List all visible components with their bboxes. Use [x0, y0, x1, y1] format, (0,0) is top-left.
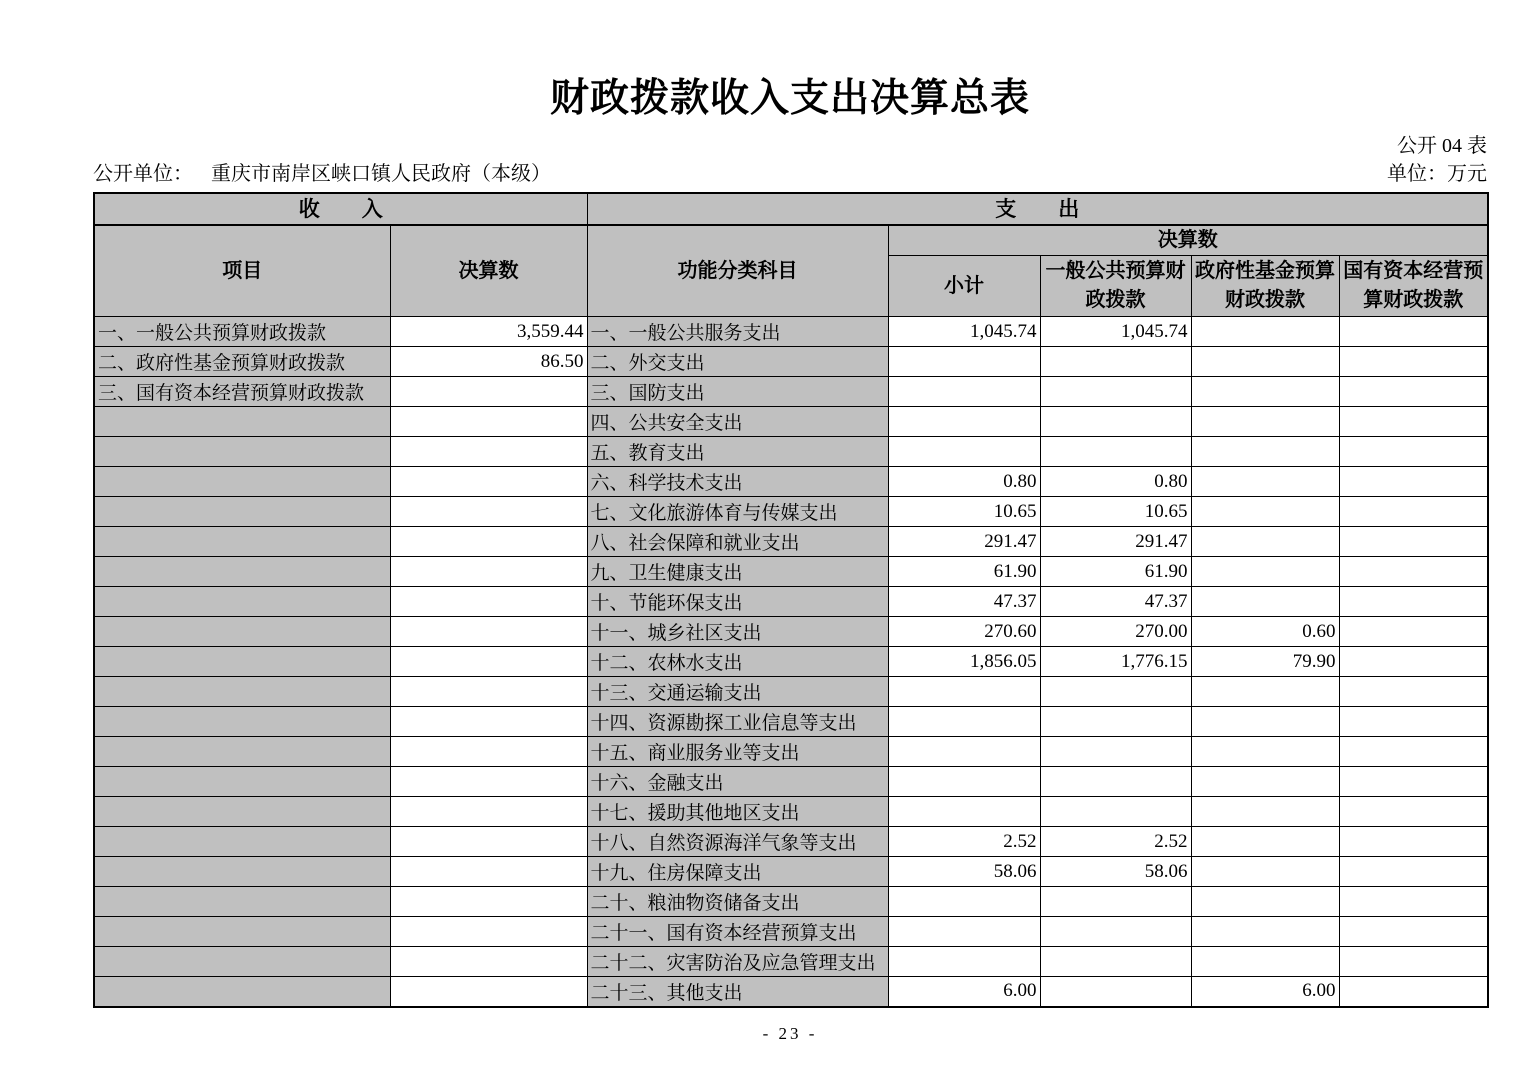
- general-budget-cell: 291.47: [1040, 527, 1191, 557]
- expense-item-cell: 七、文化旅游体育与传媒支出: [587, 497, 888, 527]
- state-capital-cell: [1339, 557, 1488, 587]
- header-gov-fund: 政府性基金预算财政拨款: [1191, 256, 1339, 317]
- subtotal-cell: 2.52: [888, 827, 1040, 857]
- publisher-name: 重庆市南岸区峡口镇人民政府（本级）: [211, 162, 551, 185]
- general-budget-cell: 270.00: [1040, 617, 1191, 647]
- expense-item-cell: 十一、城乡社区支出: [587, 617, 888, 647]
- gov-fund-cell: [1191, 497, 1339, 527]
- subtotal-cell: 58.06: [888, 857, 1040, 887]
- state-capital-cell: [1339, 887, 1488, 917]
- gov-fund-cell: 79.90: [1191, 647, 1339, 677]
- state-capital-cell: [1339, 617, 1488, 647]
- general-budget-cell: [1040, 887, 1191, 917]
- income-value-cell: [390, 887, 587, 917]
- income-item-cell: [94, 647, 390, 677]
- income-item-cell: [94, 887, 390, 917]
- table-row: [94, 887, 1488, 917]
- income-item-cell: [94, 947, 390, 977]
- header-general-budget: 一般公共预算财政拨款: [1040, 256, 1191, 317]
- gov-fund-cell: [1191, 857, 1339, 887]
- subtotal-cell: [888, 677, 1040, 707]
- subtotal-cell: [888, 767, 1040, 797]
- general-budget-cell: [1040, 707, 1191, 737]
- subtotal-cell: 47.37: [888, 587, 1040, 617]
- state-capital-cell: [1339, 527, 1488, 557]
- subtotal-cell: [888, 917, 1040, 947]
- expense-item-cell: 十、节能环保支出: [587, 587, 888, 617]
- table-row: [94, 347, 1488, 377]
- expense-item-cell: 四、公共安全支出: [587, 407, 888, 437]
- gov-fund-cell: [1191, 347, 1339, 377]
- document-page: [93, 0, 1487, 1044]
- table-row: [94, 797, 1488, 827]
- expense-item-cell: 十五、商业服务业等支出: [587, 737, 888, 767]
- expense-item-cell: 二、外交支出: [587, 347, 888, 377]
- header-final-income: 决算数: [390, 225, 587, 317]
- table-row: [94, 917, 1488, 947]
- gov-fund-cell: [1191, 917, 1339, 947]
- general-budget-cell: [1040, 407, 1191, 437]
- income-value-cell: [390, 827, 587, 857]
- subtotal-cell: [888, 437, 1040, 467]
- state-capital-cell: [1339, 977, 1488, 1007]
- general-budget-cell: [1040, 737, 1191, 767]
- table-row: [94, 317, 1488, 347]
- subtotal-cell: 1,045.74: [888, 317, 1040, 347]
- page-title: 财政拨款收入支出决算总表: [549, 77, 1030, 120]
- gov-fund-cell: [1191, 377, 1339, 407]
- finance-table: [93, 192, 1489, 1008]
- gov-fund-cell: [1191, 317, 1339, 347]
- gov-fund-cell: [1191, 467, 1339, 497]
- expense-item-cell: 九、卫生健康支出: [587, 557, 888, 587]
- table-row: [94, 677, 1488, 707]
- income-value-cell: [390, 527, 587, 557]
- general-budget-cell: 58.06: [1040, 857, 1191, 887]
- general-budget-cell: [1040, 977, 1191, 1007]
- subtotal-cell: 1,856.05: [888, 647, 1040, 677]
- gov-fund-cell: [1191, 737, 1339, 767]
- column-header-row-1: [94, 225, 1488, 256]
- income-value-cell: [390, 677, 587, 707]
- page-number: - 23 -: [762, 1023, 818, 1043]
- income-value-cell: [390, 947, 587, 977]
- income-item-cell: [94, 677, 390, 707]
- state-capital-cell: [1339, 377, 1488, 407]
- expense-item-cell: 一、一般公共服务支出: [587, 317, 888, 347]
- gov-fund-cell: [1191, 827, 1339, 857]
- table-row: [94, 587, 1488, 617]
- gov-fund-cell: [1191, 947, 1339, 977]
- general-budget-cell: 1,045.74: [1040, 317, 1191, 347]
- gov-fund-cell: [1191, 407, 1339, 437]
- expense-item-cell: 十九、住房保障支出: [587, 857, 888, 887]
- state-capital-cell: [1339, 917, 1488, 947]
- expense-item-cell: 十八、自然资源海洋气象等支出: [587, 827, 888, 857]
- income-item-cell: [94, 707, 390, 737]
- state-capital-cell: [1339, 767, 1488, 797]
- income-value-cell: [390, 737, 587, 767]
- income-value-cell: [390, 467, 587, 497]
- subtotal-cell: [888, 797, 1040, 827]
- table-row: [94, 947, 1488, 977]
- table-row: [94, 737, 1488, 767]
- gov-fund-cell: [1191, 677, 1339, 707]
- income-value-cell: [390, 557, 587, 587]
- table-row: [94, 707, 1488, 737]
- gov-fund-cell: [1191, 557, 1339, 587]
- income-value-cell: [390, 767, 587, 797]
- expense-item-cell: 十七、援助其他地区支出: [587, 797, 888, 827]
- expense-item-cell: 二十、粮油物资储备支出: [587, 887, 888, 917]
- table-row: [94, 527, 1488, 557]
- general-budget-cell: [1040, 947, 1191, 977]
- subtotal-cell: [888, 947, 1040, 977]
- income-value-cell: [390, 857, 587, 887]
- income-value-cell: [390, 617, 587, 647]
- table-row: [94, 467, 1488, 497]
- income-value-cell: [390, 977, 587, 1007]
- state-capital-cell: [1339, 797, 1488, 827]
- income-item-cell: [94, 737, 390, 767]
- table-row: [94, 827, 1488, 857]
- state-capital-cell: [1339, 317, 1488, 347]
- general-budget-cell: [1040, 797, 1191, 827]
- state-capital-cell: [1339, 587, 1488, 617]
- expense-item-cell: 三、国防支出: [587, 377, 888, 407]
- income-value-cell: [390, 707, 587, 737]
- income-value-cell: 3,559.44: [390, 317, 587, 347]
- header-func-category: 功能分类科目: [587, 225, 888, 317]
- general-budget-cell: 0.80: [1040, 467, 1191, 497]
- income-item-cell: [94, 497, 390, 527]
- income-value-cell: 86.50: [390, 347, 587, 377]
- table-row: [94, 497, 1488, 527]
- table-row: [94, 617, 1488, 647]
- table-code: 公开 04 表: [1397, 134, 1487, 157]
- unit-note: 单位：万元: [1387, 162, 1487, 185]
- subtotal-cell: [888, 347, 1040, 377]
- income-item-cell: [94, 977, 390, 1007]
- table-row: [94, 977, 1488, 1007]
- expense-item-cell: 十二、农林水支出: [587, 647, 888, 677]
- income-item-cell: [94, 827, 390, 857]
- state-capital-cell: [1339, 737, 1488, 767]
- table-row: [94, 437, 1488, 467]
- state-capital-cell: [1339, 857, 1488, 887]
- income-item-cell: [94, 857, 390, 887]
- state-capital-cell: [1339, 407, 1488, 437]
- subtotal-cell: 291.47: [888, 527, 1040, 557]
- general-budget-cell: [1040, 677, 1191, 707]
- income-value-cell: [390, 587, 587, 617]
- subtotal-cell: [888, 887, 1040, 917]
- general-budget-cell: [1040, 347, 1191, 377]
- table-row: [94, 857, 1488, 887]
- table-body: [94, 317, 1488, 1007]
- general-budget-cell: 47.37: [1040, 587, 1191, 617]
- expense-item-cell: 二十三、其他支出: [587, 977, 888, 1007]
- header-subtotal: 小计: [888, 256, 1040, 317]
- subtotal-cell: 10.65: [888, 497, 1040, 527]
- expense-item-cell: 五、教育支出: [587, 437, 888, 467]
- gov-fund-cell: [1191, 437, 1339, 467]
- subtotal-cell: [888, 377, 1040, 407]
- publisher-label: 公开单位：: [93, 162, 193, 185]
- table-row: [94, 767, 1488, 797]
- income-value-cell: [390, 797, 587, 827]
- general-budget-cell: 1,776.15: [1040, 647, 1191, 677]
- income-item-cell: [94, 437, 390, 467]
- gov-fund-cell: [1191, 707, 1339, 737]
- expense-item-cell: 十四、资源勘探工业信息等支出: [587, 707, 888, 737]
- gov-fund-cell: [1191, 587, 1339, 617]
- table-row: [94, 557, 1488, 587]
- general-budget-cell: 61.90: [1040, 557, 1191, 587]
- header-state-capital: 国有资本经营预算财政拨款: [1339, 256, 1488, 317]
- state-capital-cell: [1339, 947, 1488, 977]
- income-value-cell: [390, 377, 587, 407]
- income-item-cell: [94, 797, 390, 827]
- state-capital-cell: [1339, 437, 1488, 467]
- state-capital-cell: [1339, 707, 1488, 737]
- income-value-cell: [390, 407, 587, 437]
- header-item: 项目: [94, 225, 390, 317]
- subtotal-cell: [888, 407, 1040, 437]
- income-item-cell: 二、政府性基金预算财政拨款: [94, 347, 390, 377]
- state-capital-cell: [1339, 467, 1488, 497]
- subtotal-cell: 0.80: [888, 467, 1040, 497]
- gov-fund-cell: [1191, 527, 1339, 557]
- expense-item-cell: 十三、交通运输支出: [587, 677, 888, 707]
- income-item-cell: [94, 527, 390, 557]
- state-capital-cell: [1339, 347, 1488, 377]
- gov-fund-cell: [1191, 887, 1339, 917]
- subtotal-cell: 270.60: [888, 617, 1040, 647]
- section-header-row: [94, 193, 1488, 225]
- publisher-group: [93, 162, 551, 186]
- header-income-section: 收 入: [94, 193, 587, 225]
- income-item-cell: [94, 467, 390, 497]
- state-capital-cell: [1339, 677, 1488, 707]
- expense-item-cell: 六、科学技术支出: [587, 467, 888, 497]
- subtotal-cell: [888, 737, 1040, 767]
- expense-item-cell: 二十一、国有资本经营预算支出: [587, 917, 888, 947]
- subtotal-cell: 6.00: [888, 977, 1040, 1007]
- general-budget-cell: [1040, 437, 1191, 467]
- income-value-cell: [390, 437, 587, 467]
- gov-fund-cell: [1191, 767, 1339, 797]
- expense-item-cell: 八、社会保障和就业支出: [587, 527, 888, 557]
- income-item-cell: [94, 407, 390, 437]
- income-item-cell: [94, 767, 390, 797]
- state-capital-cell: [1339, 827, 1488, 857]
- general-budget-cell: [1040, 767, 1191, 797]
- table-row: [94, 407, 1488, 437]
- income-value-cell: [390, 647, 587, 677]
- gov-fund-cell: [1191, 797, 1339, 827]
- general-budget-cell: 2.52: [1040, 827, 1191, 857]
- income-item-cell: [94, 617, 390, 647]
- subtotal-cell: 61.90: [888, 557, 1040, 587]
- income-item-cell: 一、一般公共预算财政拨款: [94, 317, 390, 347]
- income-item-cell: [94, 557, 390, 587]
- table-header: [94, 193, 1488, 317]
- header-expense-section: 支 出: [587, 193, 1488, 225]
- gov-fund-cell: 0.60: [1191, 617, 1339, 647]
- expense-item-cell: 十六、金融支出: [587, 767, 888, 797]
- state-capital-cell: [1339, 647, 1488, 677]
- general-budget-cell: 10.65: [1040, 497, 1191, 527]
- income-item-cell: [94, 587, 390, 617]
- state-capital-cell: [1339, 497, 1488, 527]
- gov-fund-cell: 6.00: [1191, 977, 1339, 1007]
- subtotal-cell: [888, 707, 1040, 737]
- table-row: [94, 377, 1488, 407]
- general-budget-cell: [1040, 917, 1191, 947]
- expense-item-cell: 二十二、灾害防治及应急管理支出: [587, 947, 888, 977]
- income-item-cell: 三、国有资本经营预算财政拨款: [94, 377, 390, 407]
- income-item-cell: [94, 917, 390, 947]
- table-row: [94, 647, 1488, 677]
- general-budget-cell: [1040, 377, 1191, 407]
- info-line: [93, 162, 1487, 186]
- income-value-cell: [390, 497, 587, 527]
- header-final-group: 决算数: [888, 225, 1488, 256]
- income-value-cell: [390, 917, 587, 947]
